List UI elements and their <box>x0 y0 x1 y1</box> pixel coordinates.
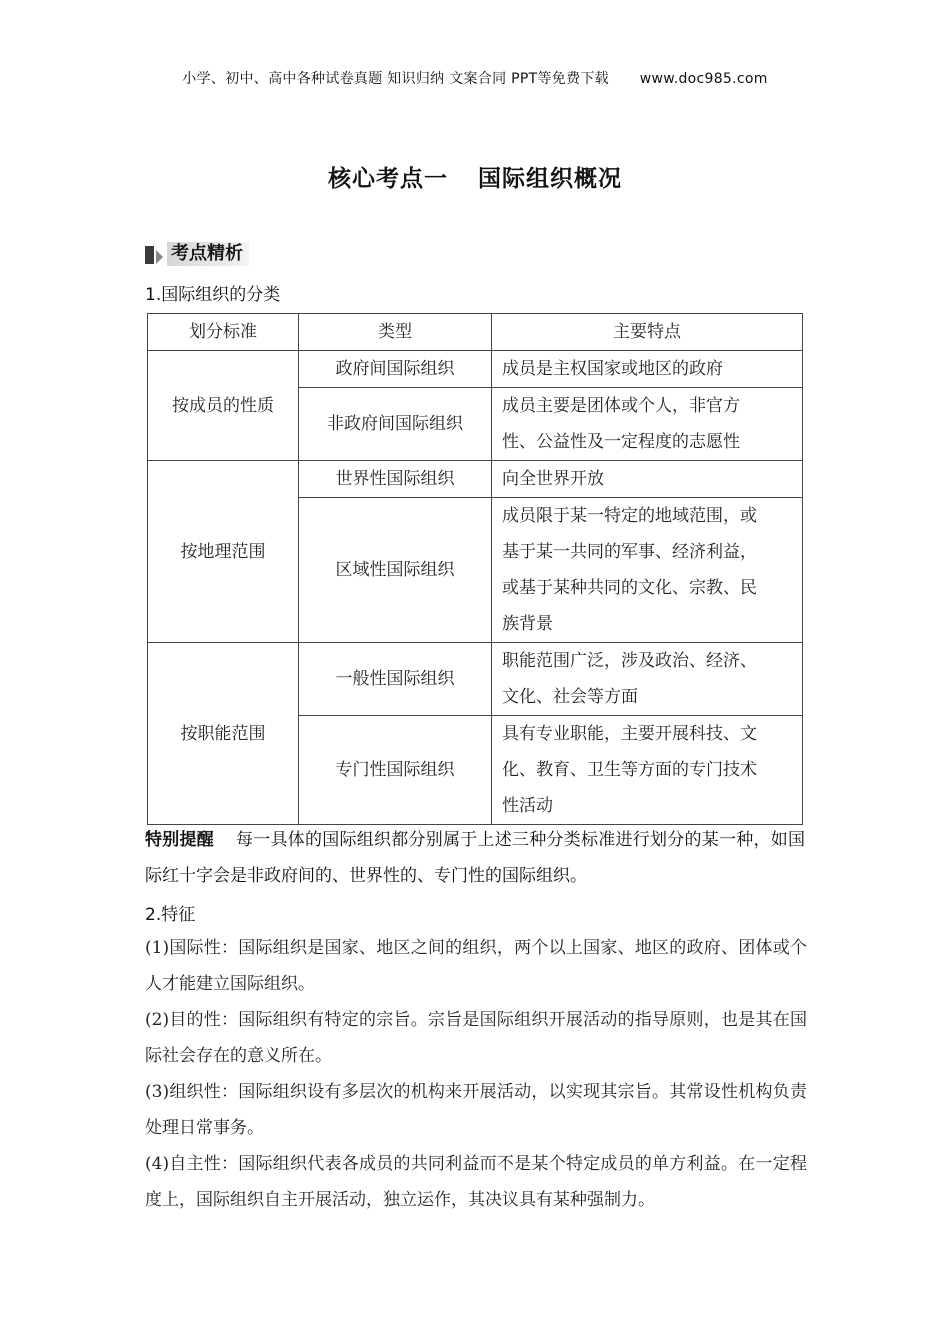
table-row <box>148 643 803 716</box>
standard-cell: 按职能范围 <box>148 643 299 825</box>
type-cell: 专门性国际组织 <box>299 716 492 825</box>
tip-text: 每一具体的国际组织都分别属于上述三种分类标准进行划分的某一种，如国际红十字会是非政府间的、世界性的、专门性的国际组织。 <box>145 830 805 886</box>
feature-cell <box>492 461 803 498</box>
feature-cell <box>492 351 803 388</box>
header-url[interactable]: www.doc985.com <box>639 71 768 87</box>
page-header <box>0 68 950 88</box>
feature-line: 成员限于某一特定的地域范围，或 <box>502 506 757 526</box>
standard-cell: 按地理范围 <box>148 461 299 643</box>
special-tip <box>145 822 805 894</box>
title-part-2: 国际组织概况 <box>478 166 622 192</box>
feature-line: 化、教育、卫生等方面的专门技术 <box>502 760 757 780</box>
type-cell: 一般性国际组织 <box>299 643 492 716</box>
feature-line: 成员主要是团体或个人，非官方 <box>502 396 740 416</box>
feature-line: 成员是主权国家或地区的政府 <box>502 359 723 379</box>
feature-line: 文化、社会等方面 <box>502 687 638 707</box>
title-part-1: 核心考点一 <box>328 166 448 192</box>
feature-paragraph: (3)组织性：国际组织设有多层次的机构来开展活动，以实现其宗旨。其常设性机构负责处理日常事务。 <box>145 1082 807 1138</box>
subheading-features: 2.特征 <box>145 905 196 925</box>
table-row <box>148 461 803 498</box>
header-cell: 主要特点 <box>492 314 803 351</box>
feature-line: 向全世界开放 <box>502 469 604 489</box>
subheading-classification: 1.国际组织的分类 <box>145 285 281 305</box>
feature-paragraph: (2)目的性：国际组织有特定的宗旨。宗旨是国际组织开展活动的指导原则，也是其在国际社会存在的意义所在。 <box>145 1010 807 1066</box>
feature-line: 具有专业职能，主要开展科技、文 <box>502 724 757 744</box>
feature-line: 族背景 <box>502 614 553 634</box>
type-cell: 世界性国际组织 <box>299 461 492 498</box>
table-header-row <box>148 314 803 351</box>
feature-line: 或基于某种共同的文化、宗教、民 <box>502 578 757 598</box>
feature-cell <box>492 498 803 643</box>
header-text: 小学、初中、高中各种试卷真题 知识归纳 文案合同 PPT等免费下载 <box>182 71 609 87</box>
header-cell: 划分标准 <box>148 314 299 351</box>
standard-cell: 按成员的性质 <box>148 351 299 461</box>
page-title <box>0 160 950 193</box>
tip-label: 特别提醒 <box>145 830 214 850</box>
feature-cell <box>492 388 803 461</box>
type-cell: 政府间国际组织 <box>299 351 492 388</box>
feature-cell <box>492 643 803 716</box>
feature-line: 性活动 <box>502 796 553 816</box>
header-cell: 类型 <box>299 314 492 351</box>
section-badge-label: 考点精析 <box>167 242 249 266</box>
section-badge <box>145 242 249 266</box>
table-row <box>148 351 803 388</box>
section-marker-icon <box>145 244 165 264</box>
type-cell: 非政府间国际组织 <box>299 388 492 461</box>
feature-paragraph: (4)自主性：国际组织代表各成员的共同利益而不是某个特定成员的单方利益。在一定程度上，国际组织自主开展活动，独立运作，其决议具有某种强制力。 <box>145 1154 807 1210</box>
feature-line: 基于某一共同的军事、经济利益， <box>502 542 757 562</box>
type-cell: 区域性国际组织 <box>299 498 492 643</box>
classification-table <box>147 313 803 825</box>
feature-line: 职能范围广泛，涉及政治、经济、 <box>502 651 757 671</box>
feature-paragraph: (1)国际性：国际组织是国家、地区之间的组织，两个以上国家、地区的政府、团体或个人才能建立国际组织。 <box>145 938 807 994</box>
feature-cell <box>492 716 803 825</box>
feature-line: 性、公益性及一定程度的志愿性 <box>502 432 740 452</box>
